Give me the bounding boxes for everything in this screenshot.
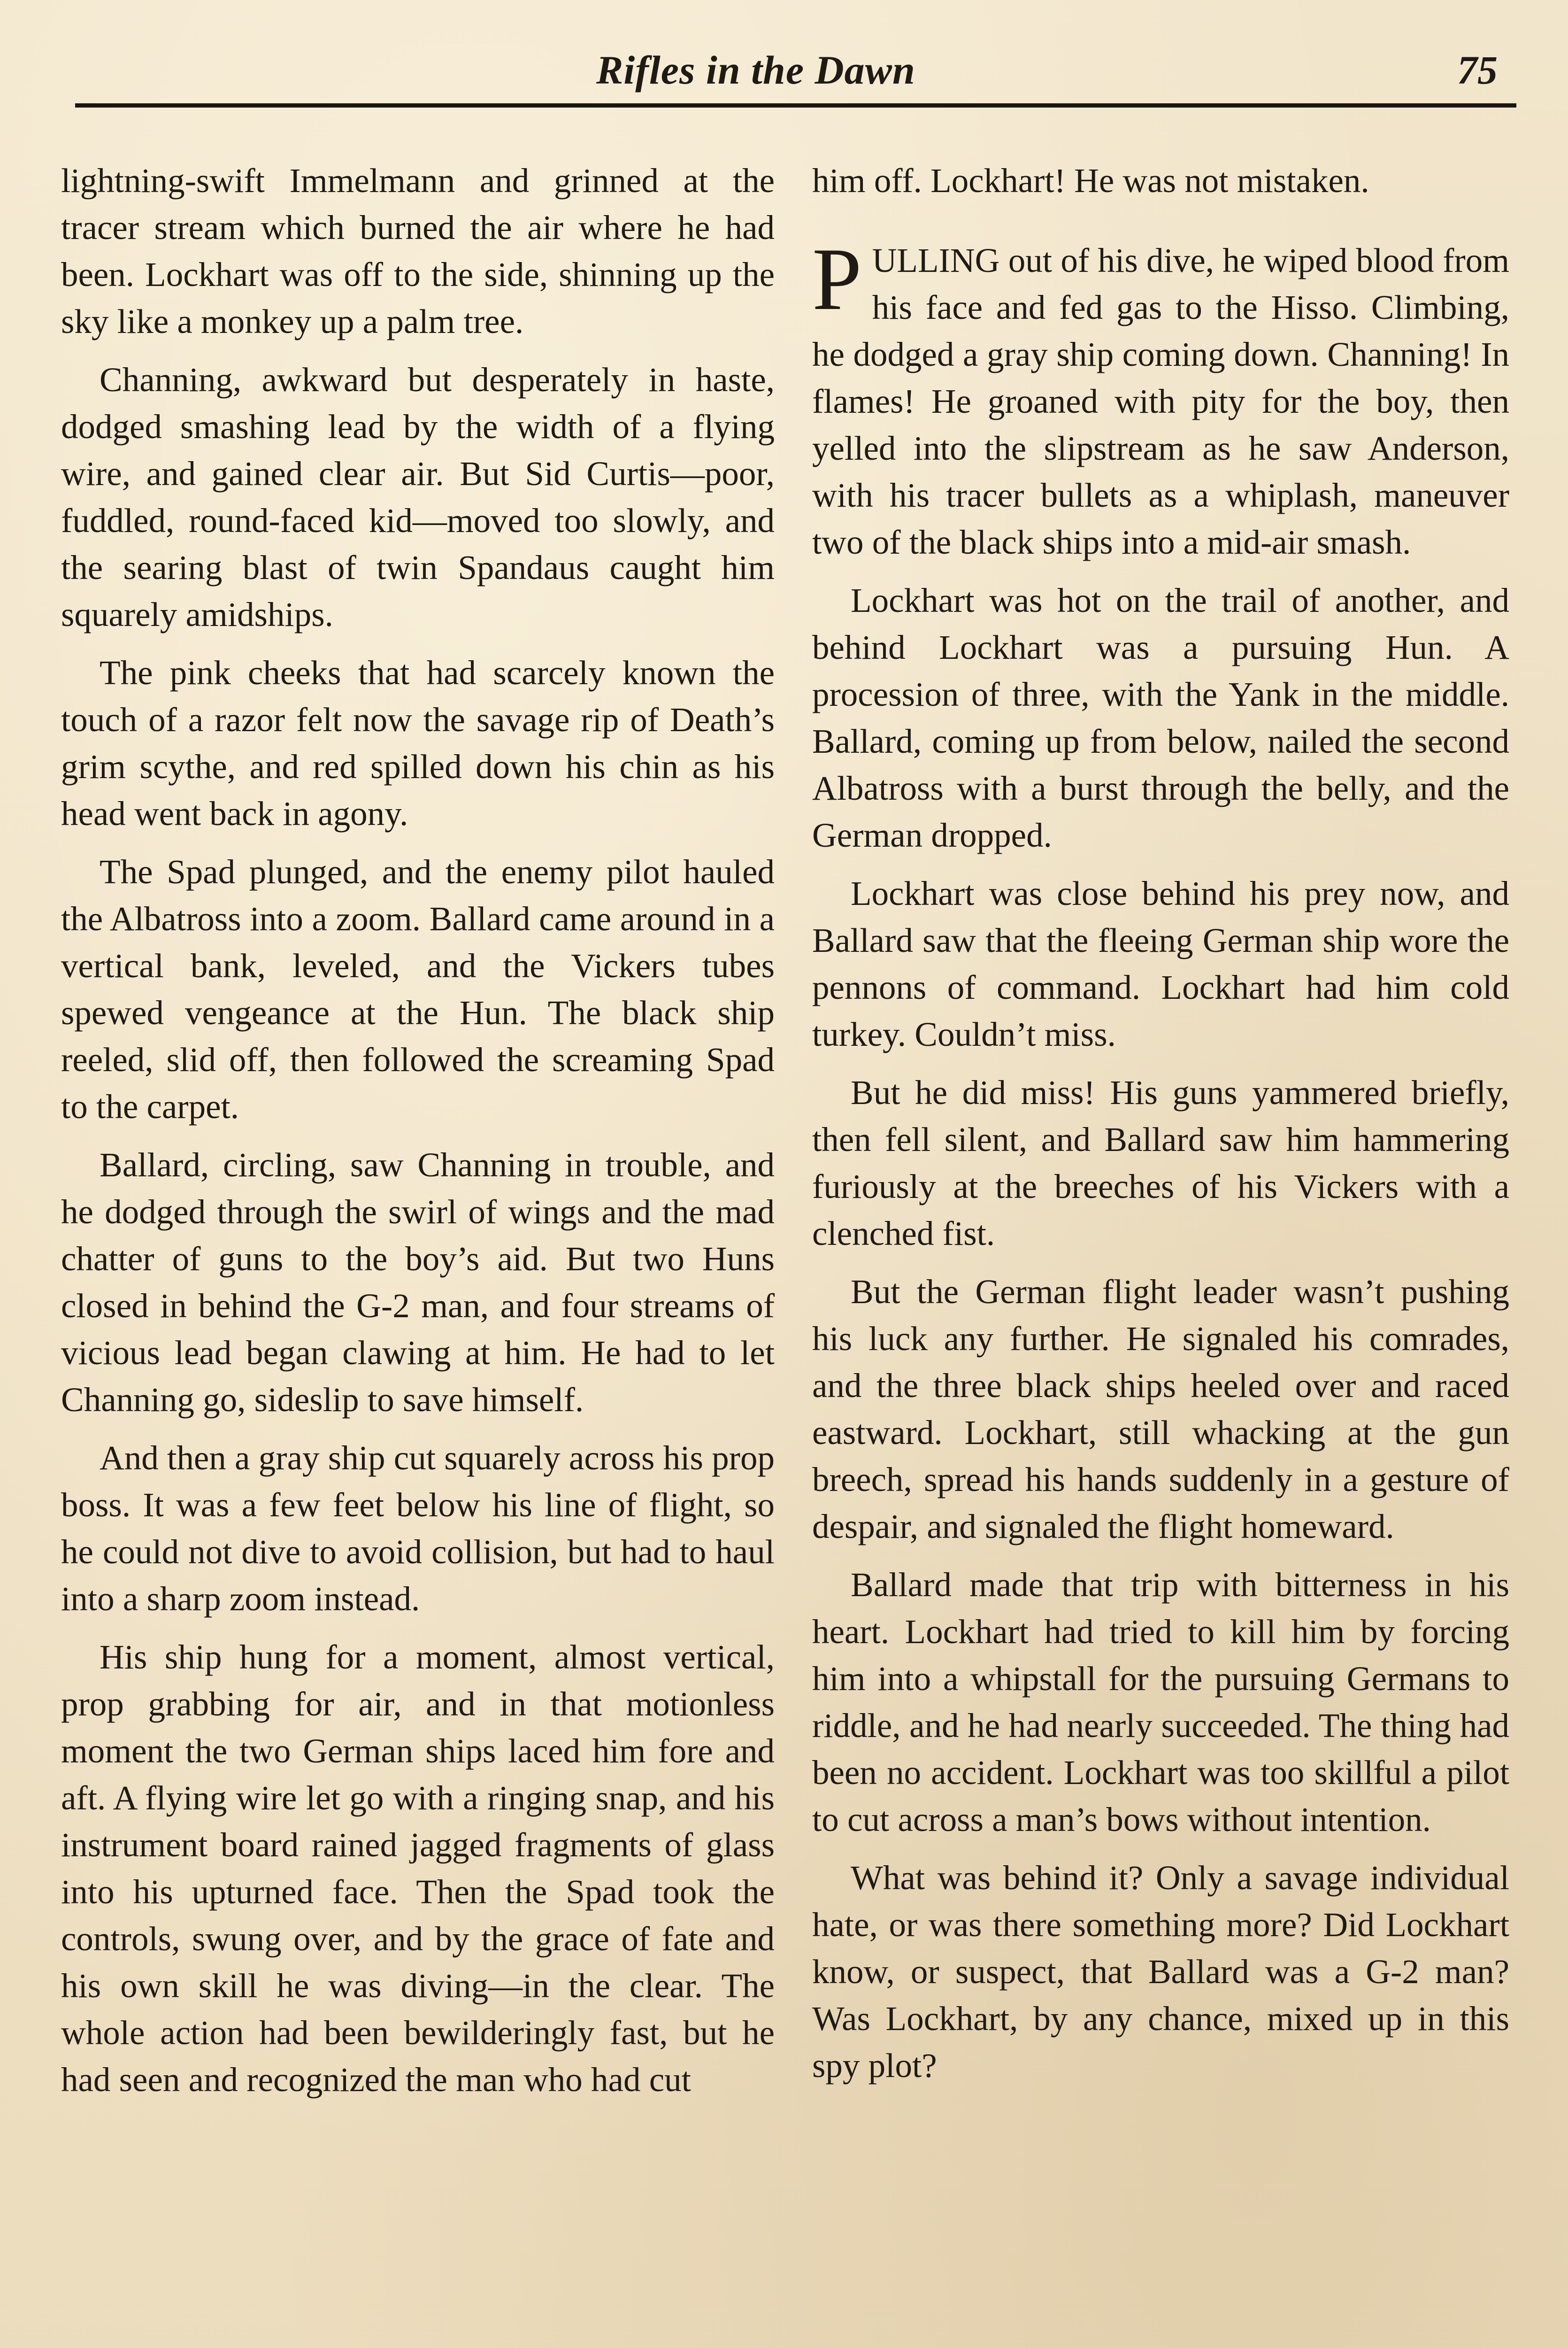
left-column (61, 157, 775, 2115)
drop-cap: P (812, 230, 862, 329)
paragraph: lightning-swift Immelmann and grinned at the tracer stream which burned the air where he had been. Lockhart was off to the side, shinning up the sky like a monkey up a palm tree. (61, 162, 775, 340)
page-number: 75 (1457, 47, 1498, 93)
paragraph: What was behind it? Only a savage individual hate, or was there something more? Did Lockhart know, or suspect, that Ballard was a G-2 man? Was Lockhart, by any chance, mixed up in this spy plot? (812, 1859, 1509, 2085)
paragraph: The pink cheeks that had scarcely known the touch of a razor felt now the savage rip of Death’s grim scythe, and red spilled down his chin as his head went back in agony. (61, 654, 775, 833)
running-title: Rifles in the Dawn (596, 47, 915, 93)
small-caps-lead: ULLING (872, 241, 1000, 279)
paragraph: him off. Lockhart! He was not mistaken. (812, 162, 1369, 200)
running-header (75, 45, 1516, 108)
paragraph: Ballard made that trip with bitterness in his heart. Lockhart had tried to kill him by forcing him into a whipstall for the pursuing Germans to riddle, and he had nearly succeeded. The thing had been no accident. Lockhart was too skillful a pilot to cut across a man’s bows without intention. (812, 1566, 1509, 1838)
paragraph: But he did miss! His guns yammered briefly, then fell silent, and Ballard saw him hammering furiously at the breeches of his Vickers with a clenched fist. (812, 1074, 1509, 1252)
paragraph: His ship hung for a moment, almost vertical, prop grabbing for air, and in that motionless moment the two German ships laced him fore and aft. A flying wire let go with a ringing snap, and his instrument board rained jagged fragments of glass into his upturned face. Then the Spad took the controls, swung over, and by the grace of fate and his own skill he was diving—in the clear. The whole action had been bewilderingly fast, but he had seen and recognized the man who had cut (61, 1638, 775, 2099)
paragraph: And then a gray ship cut squarely across his prop boss. It was a few feet below his line of flight, so he could not dive to avoid collision, but had to haul into a sharp zoom instead. (61, 1439, 775, 1618)
paragraph: The Spad plunged, and the enemy pilot hauled the Albatross into a zoom. Ballard came around in a vertical bank, leveled, and the Vickers tubes spewed vengeance at the Hun. The black ship reeled, slid off, then followed the screaming Spad to the carpet. (61, 853, 775, 1126)
paragraph: Ballard, circling, saw Channing in trouble, and he dodged through the swirl of wings and the mad chatter of guns to the boy’s aid. But two Huns closed in behind the G-2 man, and four streams of vicious lead began clawing at him. He had to let Channing go, sideslip to save himself. (61, 1146, 775, 1419)
right-column (812, 157, 1509, 2101)
paragraph-text: out of his dive, he wiped blood from his face and fed gas to the Hisso. Climbing, he dodged a gray ship coming down. Channing! In flames! He groaned with pity for the boy, then yelled into the slipstream as he saw Anderson, with his tracer bullets as a whiplash, maneuver two of the black ships into a mid-air smash. (812, 241, 1509, 561)
section-opening-paragraph (812, 230, 1509, 566)
paragraph: Lockhart was close behind his prey now, and Ballard saw that the fleeing German ship wore the pennons of command. Lockhart had him cold turkey. Couldn’t miss. (812, 874, 1509, 1053)
paragraph: But the German flight leader wasn’t pushing his luck any further. He signaled his comrades, and the three black ships heeled over and raced eastward. Lockhart, still whacking at the gun breech, spread his hands suddenly in a gesture of despair, and signaled the flight homeward. (812, 1273, 1509, 1545)
paragraph: Lockhart was hot on the trail of another, and behind Lockhart was a pursuing Hun. A procession of three, with the Yank in the middle. Ballard, coming up from below, nailed the second Albatross with a burst through the belly, and the German dropped. (812, 581, 1509, 854)
paragraph: Channing, awkward but desperately in haste, dodged smashing lead by the width of a flying wire, and gained clear air. But Sid Curtis—poor, fuddled, round-faced kid—moved too slowly, and the searing blast of twin Spandaus caught him squarely amidships. (61, 361, 775, 633)
